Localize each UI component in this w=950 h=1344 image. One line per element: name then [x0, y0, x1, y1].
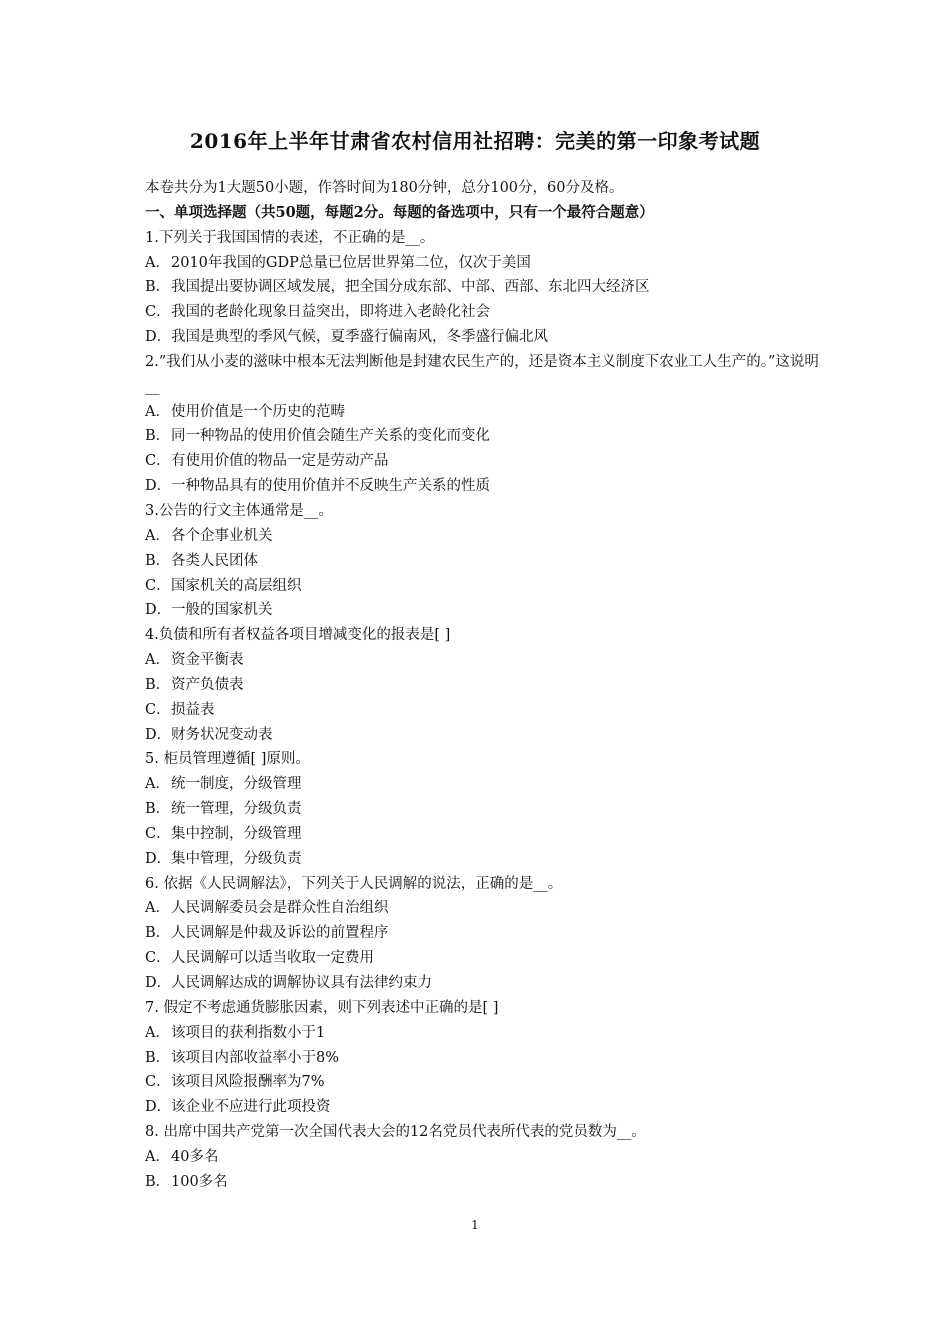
- option-letter: D．: [145, 975, 172, 991]
- page-title: 2016年上半年甘肃省农村信用社招聘：完美的第一印象考试题: [189, 129, 761, 153]
- option-text: 该项目的获利指数小于1: [171, 1024, 326, 1041]
- option-text: 我国的老龄化现象日益突出，即将进入老龄化社会: [171, 304, 490, 321]
- option-item: [145, 598, 825, 623]
- option-item: [145, 275, 825, 300]
- option-letter: D．: [145, 602, 172, 619]
- question-stem: 1.下列关于我国国情的表述，不正确的是__。: [145, 229, 435, 246]
- question-stem: 4.负债和所有者权益各项目增减变化的报表是[ ]: [145, 627, 451, 644]
- option-letter: A．: [145, 1148, 170, 1165]
- option-text: 该项目风险报酬率为7%: [171, 1074, 325, 1091]
- option-letter: D．: [145, 850, 172, 867]
- option-text: 人民调解是仲裁及诉讼的前置程序: [171, 925, 389, 942]
- option-text: 集中管理，分级负责: [171, 850, 302, 867]
- document-body: [145, 176, 825, 1195]
- option-item: [145, 449, 825, 474]
- option-item: [145, 896, 825, 921]
- option-text: 一种物品具有的使用价值并不反映生产关系的性质: [171, 478, 490, 495]
- option-text: 我国是典型的季风气候，夏季盛行偏南风，冬季盛行偏北风: [171, 329, 548, 346]
- question-stem: 2.”我们从小麦的滋味中根本无法判断他是封建农民生产的，还是资本主义制度下农业工人生产的。”这说明__: [145, 353, 819, 395]
- option-text: 资金平衡表: [171, 652, 244, 669]
- option-item: [145, 971, 825, 996]
- option-letter: A．: [145, 900, 170, 917]
- option-text: 人民调解可以适当收取一定费用: [171, 950, 374, 967]
- option-item: [145, 1170, 825, 1195]
- option-item: [145, 723, 825, 748]
- option-text: 国家机关的高层组织: [171, 577, 302, 594]
- option-text: 资产负债表: [171, 676, 244, 693]
- option-letter: C．: [145, 1074, 171, 1091]
- option-letter: C．: [145, 825, 171, 842]
- option-text: 财务状况变动表: [171, 726, 273, 743]
- option-letter: B．: [145, 279, 171, 296]
- option-item: [145, 1046, 825, 1071]
- option-letter: D．: [145, 1099, 172, 1116]
- question-stem: 6. 依据《人民调解法》，下列关于人民调解的说法，正确的是__。: [145, 875, 563, 892]
- option-item: [145, 574, 825, 599]
- option-text: 同一种物品的使用价值会随生产关系的变化而变化: [171, 428, 490, 445]
- option-letter: C．: [145, 304, 171, 321]
- option-item: [145, 822, 825, 847]
- option-item: [145, 251, 825, 276]
- option-item: [145, 648, 825, 673]
- option-text: 各个企事业机关: [171, 527, 273, 544]
- option-letter: B．: [145, 676, 171, 693]
- option-text: 人民调解达成的调解协议具有法律约束力: [171, 975, 432, 991]
- exam-intro: 本卷共分为1大题50小题，作答时间为180分钟，总分100分，60分及格。: [145, 180, 624, 196]
- option-text: 一般的国家机关: [171, 602, 273, 619]
- option-text: 使用价值是一个历史的范畴: [171, 403, 345, 420]
- option-item: [145, 474, 825, 499]
- option-item: [145, 400, 825, 425]
- option-item: [145, 673, 825, 698]
- option-letter: A．: [145, 776, 170, 793]
- option-text: 人民调解委员会是群众性自治组织: [171, 900, 389, 917]
- option-letter: D．: [145, 478, 172, 495]
- option-text: 2010年我国的GDP总量已位居世界第二位，仅次于美国: [171, 254, 531, 271]
- option-letter: D．: [145, 329, 172, 346]
- option-text: 各类人民团体: [171, 552, 258, 569]
- option-letter: A．: [145, 403, 170, 420]
- option-item: [145, 772, 825, 797]
- page-number: 1: [471, 1218, 479, 1232]
- option-letter: B．: [145, 428, 171, 445]
- question-stem: 5. 柜员管理遵循[ ]原则。: [145, 751, 310, 768]
- option-text: 40多名: [171, 1148, 219, 1165]
- option-letter: A．: [145, 527, 170, 544]
- question-stem: 7. 假定不考虑通货膨胀因素，则下列表述中正确的是[ ]: [145, 999, 499, 1016]
- option-letter: A．: [145, 254, 170, 271]
- option-item: [145, 698, 825, 723]
- option-letter: C．: [145, 701, 171, 718]
- option-letter: C．: [145, 950, 171, 967]
- section-heading: 一、单项选择题（共50题，每题2分。每题的备选项中，只有一个最符合题意）: [145, 203, 654, 221]
- option-item: [145, 524, 825, 549]
- option-text: 统一制度，分级管理: [171, 776, 302, 793]
- option-letter: D．: [145, 726, 172, 743]
- option-item: [145, 325, 825, 350]
- question-stem: 8. 出席中国共产党第一次全国代表大会的12名党员代表所代表的党员数为__。: [145, 1124, 646, 1141]
- option-item: [145, 424, 825, 449]
- option-text: 损益表: [171, 701, 215, 718]
- option-letter: A．: [145, 1024, 170, 1041]
- option-letter: B．: [145, 1049, 171, 1066]
- option-letter: C．: [145, 577, 171, 594]
- option-item: [145, 1021, 825, 1046]
- option-item: [145, 549, 825, 574]
- option-text: 有使用价值的物品一定是劳动产品: [171, 453, 389, 470]
- option-item: [145, 1070, 825, 1095]
- option-letter: C．: [145, 453, 171, 470]
- option-letter: B．: [145, 1173, 171, 1190]
- option-item: [145, 797, 825, 822]
- option-item: [145, 921, 825, 946]
- option-letter: B．: [145, 801, 171, 818]
- option-letter: B．: [145, 552, 171, 569]
- question-stem: 3.公告的行文主体通常是__。: [145, 502, 333, 519]
- option-text: 该企业不应进行此项投资: [171, 1099, 331, 1116]
- option-item: [145, 1145, 825, 1170]
- option-item: [145, 1095, 825, 1120]
- option-text: 该项目内部收益率小于8%: [171, 1049, 340, 1066]
- question-list: [145, 226, 825, 1195]
- option-item: [145, 300, 825, 325]
- option-text: 100多名: [171, 1173, 228, 1190]
- option-letter: B．: [145, 925, 171, 942]
- option-item: [145, 946, 825, 971]
- option-letter: A．: [145, 652, 170, 669]
- option-text: 集中控制，分级管理: [171, 825, 302, 842]
- option-text: 统一管理，分级负责: [171, 801, 302, 818]
- option-text: 我国提出要协调区域发展，把全国分成东部、中部、西部、东北四大经济区: [171, 279, 650, 296]
- option-item: [145, 847, 825, 872]
